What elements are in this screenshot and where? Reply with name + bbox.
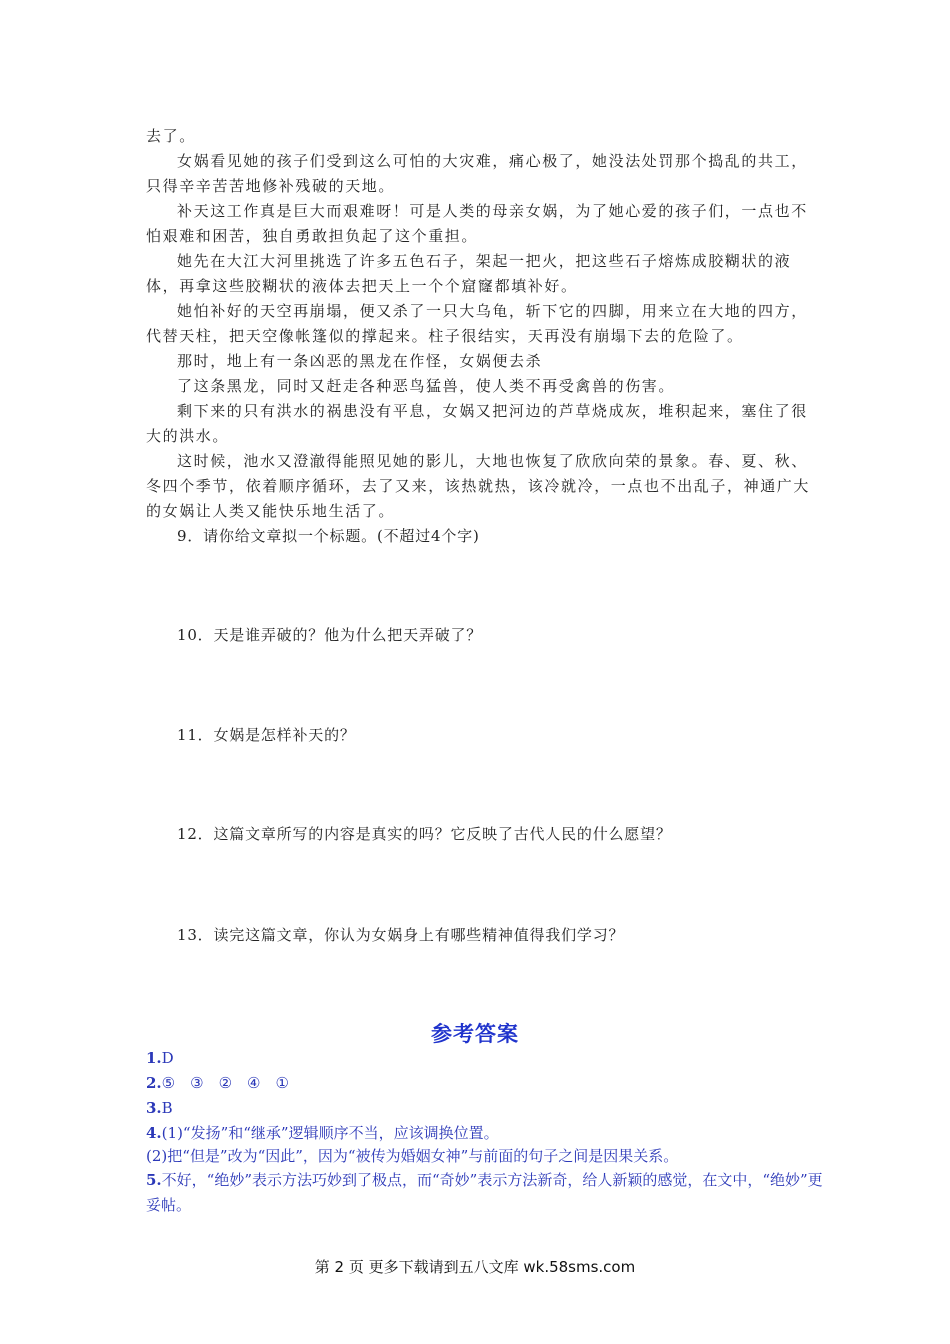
question-11: 11．女娲是怎样补天的？ — [177, 726, 356, 744]
answer-number: 5. — [146, 1171, 162, 1189]
answer-text: (1)“发扬”和“继承”逻辑顺序不当，应该调换位置。 — [161, 1124, 499, 1142]
passage-paragraph: 女娲看见她的孩子们受到这么可怕的大灾难，痛心极了，她没法处罚那个捣乱的共工，只得辛辛苦苦地修补残破的天地。 — [146, 152, 808, 195]
answer-3 — [146, 1096, 826, 1121]
question-12: 12．这篇文章所写的内容是真实的吗？它反映了古代人民的什么愿望？ — [177, 825, 672, 843]
question-10: 10．天是谁弄破的？他为什么把天弄破了？ — [177, 626, 483, 644]
passage-paragraph: 那时，地上有一条凶恶的黑龙在作怪，女娲便去杀 — [177, 352, 543, 370]
answer-text: ⑤ ③ ② ④ ① — [161, 1074, 289, 1092]
passage-paragraph: 她先在大江大河里挑选了许多五色石子，架起一把火，把这些石子熔炼成胶糊状的液体，再拿这些胶糊状的液体去把天上一个个窟窿都填补好。 — [146, 252, 792, 295]
answer-number: 2. — [146, 1074, 162, 1092]
answer-number: 1. — [146, 1049, 162, 1067]
passage-paragraph: 补天这工作真是巨大而艰难呀！可是人类的母亲女娲，为了她心爱的孩子们，一点也不怕艰难和困苦，独自勇敢担负起了这个重担。 — [146, 202, 808, 245]
answer-text: D — [161, 1049, 174, 1067]
question-13: 13．读完这篇文章，你认为女娲身上有哪些精神值得我们学习？ — [177, 926, 625, 944]
answer-1 — [146, 1046, 826, 1071]
passage-paragraph: 这时候，池水又澄澈得能照见她的影儿，大地也恢复了欣欣向荣的景象。春、夏、秋、冬四个季节，依着顺序循环，去了又来，该热就热，该冷就冷，一点也不出乱子，神通广大的女娲让人类又能快乐地生活了。 — [146, 452, 811, 520]
answer-number: 4. — [146, 1124, 162, 1142]
answer-number: 3. — [146, 1099, 162, 1117]
page-footer: 第 2 页 更多下载请到五八文库 wk.58sms.com — [314, 1258, 636, 1276]
passage-paragraph: 去了。 — [146, 127, 196, 145]
answer-text: 不好，“绝妙”表示方法巧妙到了极点，而“奇妙”表示方法新奇，给人新颖的感觉，在文中，“绝妙”更妥帖。 — [146, 1171, 823, 1214]
question-9: 9．请你给文章拟一个标题。(不超过4个字) — [177, 527, 480, 545]
answer-5 — [146, 1168, 826, 1218]
answer-4 — [146, 1121, 826, 1146]
passage-paragraph: 了这条黑龙，同时又赶走各种恶鸟猛兽，使人类不再受禽兽的伤害。 — [177, 377, 676, 395]
story-passage — [146, 124, 818, 524]
answer-2 — [146, 1071, 826, 1096]
answer-text: B — [161, 1099, 173, 1117]
answer-4-part-2: (2)把“但是”改为“因此”，因为“被传为婚姻女神”与前面的句子之间是因果关系。 — [146, 1147, 679, 1165]
passage-paragraph: 剩下来的只有洪水的祸患没有平息，女娲又把河边的芦草烧成灰，堆积起来，塞住了很大的洪水。 — [146, 402, 808, 445]
answers-heading: 参考答案 — [431, 1022, 519, 1046]
passage-paragraph: 她怕补好的天空再崩塌，便又杀了一只大乌龟，斩下它的四脚，用来立在大地的四方，代替天柱，把天空像帐篷似的撑起来。柱子很结实，天再没有崩塌下去的危险了。 — [146, 302, 808, 345]
